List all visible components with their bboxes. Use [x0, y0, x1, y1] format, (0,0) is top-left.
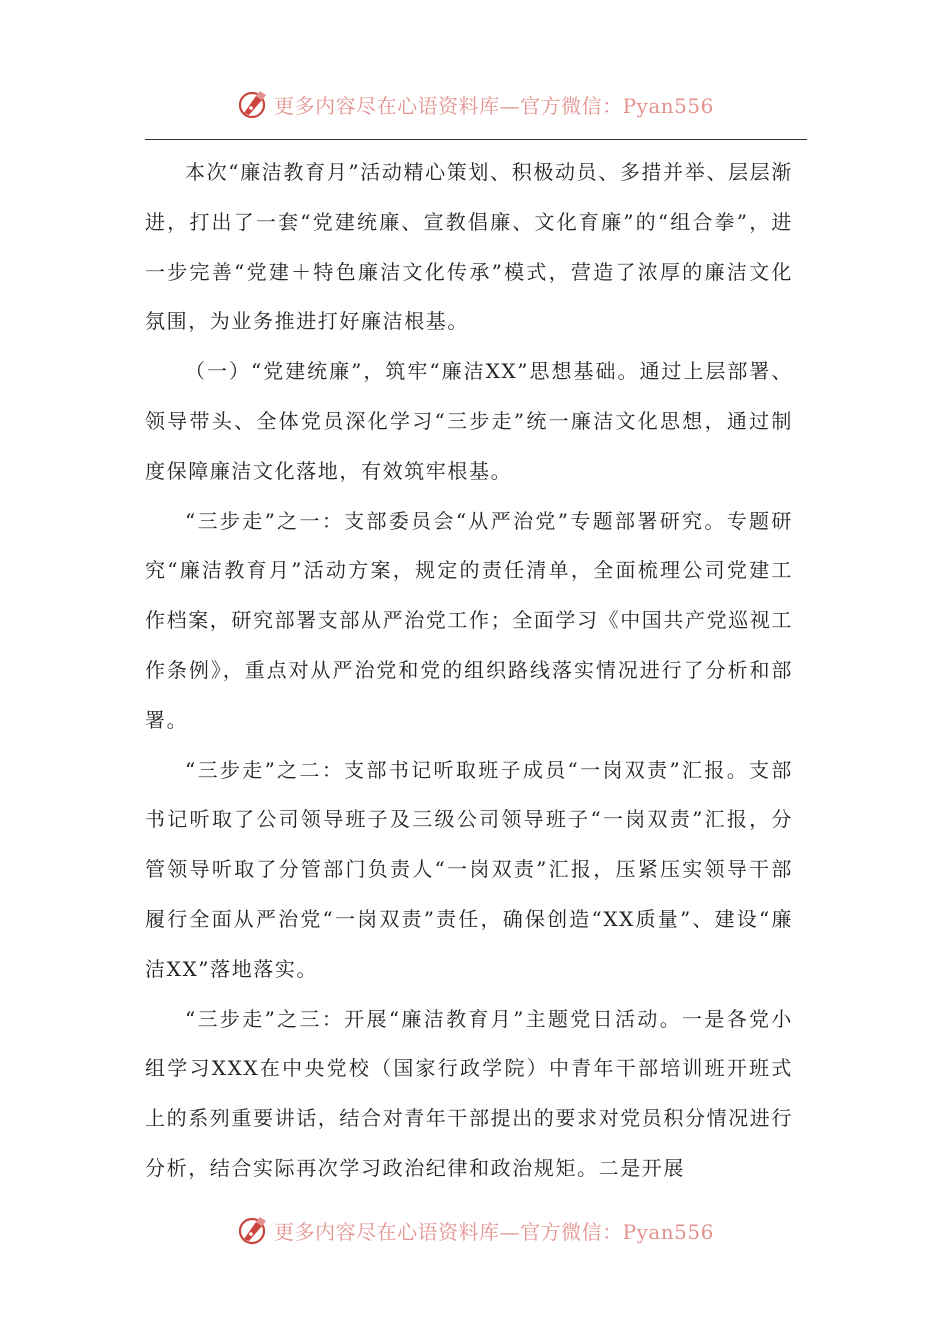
- document-body: [145, 148, 793, 1194]
- pen-nib-circle-icon: [236, 87, 270, 121]
- paragraph: “三步走”之二：支部书记听取班子成员“一岗双责”汇报。支部书记听取了公司领导班子及三级公司领导班子“一岗双责”汇报，分管领导听取了分管部门负责人“一岗双责”汇报，压紧压实领导干部履行全面从严治党“一岗双责”责任，确保创造“XX质量”、建设“廉洁XX”落地落实。: [145, 757, 793, 981]
- paragraph: “三步走”之三：开展“廉洁教育月”主题党日活动。一是各党小组学习XXX在中央党校（国家行政学院）中青年干部培训班开班式上的系列重要讲话，结合对青年干部提出的要求对党员积分情况进行分析，结合实际再次学习政治纪律和政治规矩。二是开展: [145, 1006, 793, 1180]
- paragraph: “三步走”之一：支部委员会“从严治党”专题部署研究。专题研究“廉洁教育月”活动方案，规定的责任清单，全面梳理公司党建工作档案，研究部署支部从严治党工作；全面学习《中国共产党巡视工作条例》，重点对从严治党和党的组织路线落实情况进行了分析和部署。: [145, 508, 793, 732]
- header-watermark: [0, 82, 950, 126]
- footer-watermark-text: 更多内容尽在心语资料库—官方微信：Pyan556: [274, 1219, 714, 1244]
- paragraph: 本次“廉洁教育月”活动精心策划、积极动员、多措并举、层层渐进，打出了一套“党建统廉、宣教倡廉、文化育廉”的“组合拳”，进一步完善“党建＋特色廉洁文化传承”模式，营造了浓厚的廉洁文化氛围，为业务推进打好廉洁根基。: [145, 160, 793, 334]
- footer-watermark: [0, 1208, 950, 1252]
- header-divider: [145, 139, 807, 140]
- paragraph: （一）“党建统廉”，筑牢“廉洁XX”思想基础。通过上层部署、领导带头、全体党员深化学习“三步走”统一廉洁文化思想，通过制度保障廉洁文化落地，有效筑牢根基。: [145, 359, 793, 483]
- pen-nib-circle-icon: [236, 1213, 270, 1247]
- header-watermark-text: 更多内容尽在心语资料库—官方微信：Pyan556: [274, 93, 714, 118]
